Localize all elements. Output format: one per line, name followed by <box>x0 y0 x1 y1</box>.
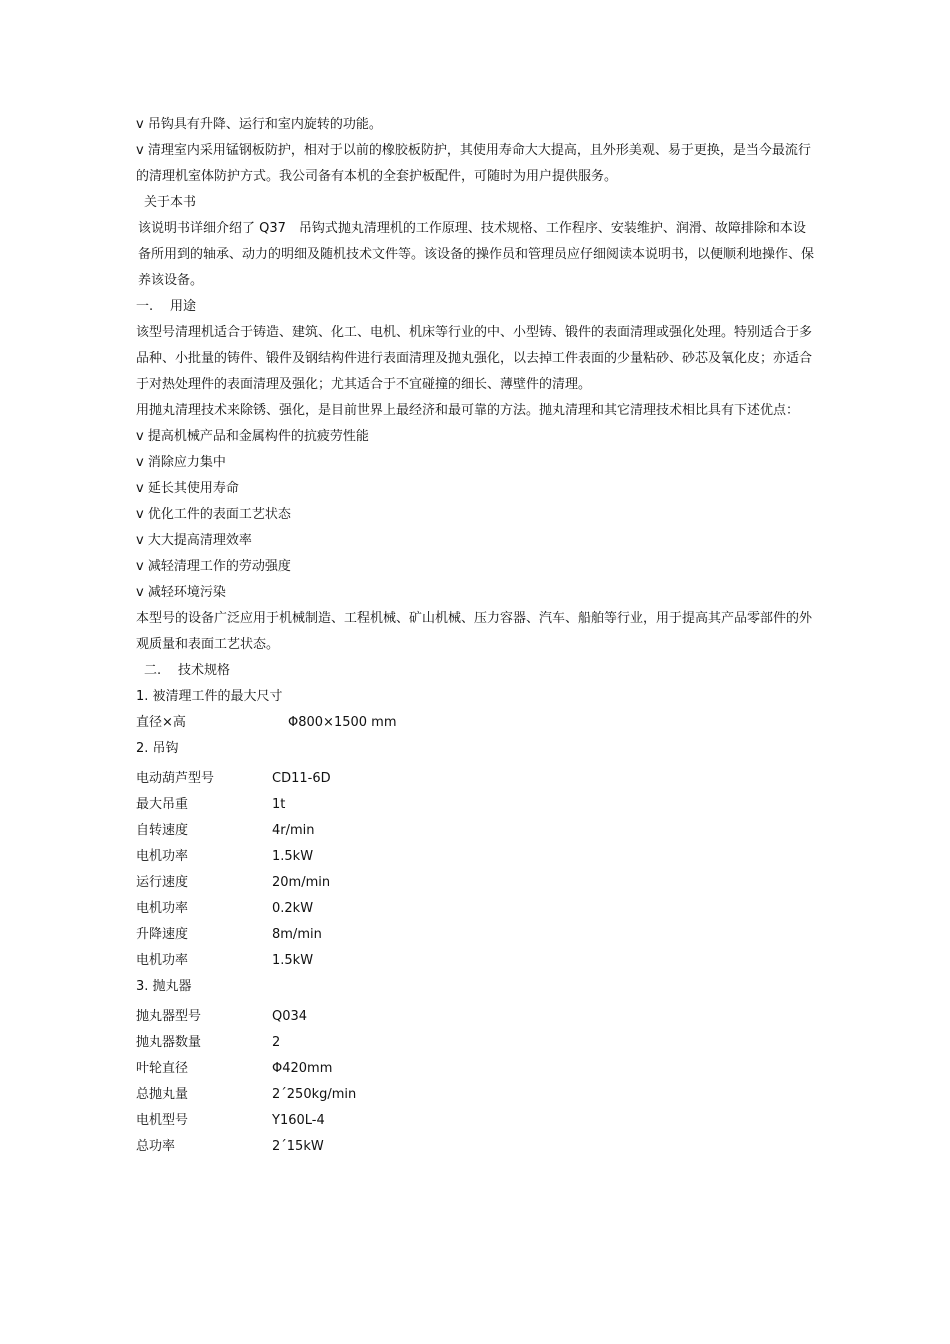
section1-closing: 本型号的设备广泛应用于机械制造、工程机械、矿山机械、压力容器、汽车、船舶等行业，用于提高其产品零部件的外观质量和表面工艺状态。 <box>136 611 813 652</box>
spec-value: Q034 <box>272 1009 308 1024</box>
spec-label: 电机功率 <box>136 901 189 916</box>
spec-row <box>136 1134 816 1160</box>
section2-title: 技术规格 <box>178 663 231 678</box>
advantage-item: v 优化工件的表面工艺状态 <box>136 507 291 522</box>
spec-value: 2´15kW <box>272 1139 324 1154</box>
spec-row <box>136 1056 816 1082</box>
spec-row <box>136 844 816 870</box>
spec-value: Y160L-4 <box>272 1113 325 1128</box>
spec-row <box>136 870 816 896</box>
about-body: 该说明书详细介绍了 Q37 吊钩式抛丸清理机的工作原理、技术规格、工作程序、安装维护、润滑、故障排除和本设备所用到的轴承、动力的明细及随机技术文件等。该设备的操作员和管理员应仔细阅读本说明书，以便顺利地操作、保养该设备。 <box>138 221 815 288</box>
intro-paragraph-2: v 清理室内采用锰钢板防护，相对于以前的橡胶板防护，其使用寿命大大提高，且外形美观、易于更换，是当今最流行的清理机室体防护方式。我公司备有本机的全套护板配件，可随时为用户提供服务。 <box>136 143 811 184</box>
spec-value: 4r/min <box>272 823 315 838</box>
spec-label: 叶轮直径 <box>136 1061 189 1076</box>
spec-label: 总功率 <box>136 1139 176 1154</box>
spec-row <box>136 1004 816 1030</box>
spec-value: 20m/min <box>272 875 331 890</box>
spec-row <box>136 792 816 818</box>
spec-row <box>136 948 816 974</box>
spec-row-max-size <box>136 710 816 736</box>
spec-value: 1.5kW <box>272 953 314 968</box>
spec-value: 1.5kW <box>272 849 314 864</box>
spec-label: 自转速度 <box>136 823 189 838</box>
sub1-title: 1. 被清理工件的最大尺寸 <box>136 689 283 704</box>
about-title: 关于本书 <box>144 195 197 210</box>
spec-row <box>136 1082 816 1108</box>
spec-row <box>136 896 816 922</box>
section2-number: 二. <box>144 663 162 678</box>
document-page <box>136 112 816 1160</box>
spec-value: 8m/min <box>272 927 322 942</box>
advantage-item: v 大大提高清理效率 <box>136 533 252 548</box>
spec-value: CD11-6D <box>272 771 331 786</box>
spec-row <box>136 922 816 948</box>
intro-line-1: v 吊钩具有升降、运行和室内旋转的功能。 <box>136 117 382 132</box>
advantage-item: v 减轻清理工作的劳动强度 <box>136 559 291 574</box>
advantage-item: v 消除应力集中 <box>136 455 226 470</box>
section1-paragraph-1: 该型号清理机适合于铸造、建筑、化工、电机、机床等行业的中、小型铸、锻件的表面清理或强化处理。特别适合于多品种、小批量的铸件、锻件及钢结构件进行表面清理及抛丸强化，以去掉工件表面的少量粘砂、砂芯及氧化皮；亦适合于对热处理件的表面清理及强化；尤其适合于不宜碰撞的细长、薄壁件的清理。 <box>136 325 813 392</box>
sub2-title: 2. 吊钩 <box>136 741 179 756</box>
spec-value: 2 <box>272 1035 281 1050</box>
section2-heading <box>136 658 816 684</box>
spec-value: 0.2kW <box>272 901 314 916</box>
spec-value: Φ420mm <box>272 1061 333 1076</box>
spec-label: 电机功率 <box>136 953 189 968</box>
spec-label: 运行速度 <box>136 875 189 890</box>
spec-label: 直径×高 <box>136 715 186 730</box>
spec-label: 电机功率 <box>136 849 189 864</box>
advantage-item: v 延长其使用寿命 <box>136 481 239 496</box>
spec-label: 电机型号 <box>136 1113 189 1128</box>
sub3-title: 3. 抛丸器 <box>136 979 192 994</box>
spec-value: 1t <box>272 797 286 812</box>
advantage-item: v 提高机械产品和金属构件的抗疲劳性能 <box>136 429 369 444</box>
spec-label: 总抛丸量 <box>136 1087 189 1102</box>
spec-row <box>136 818 816 844</box>
spec-label: 升降速度 <box>136 927 189 942</box>
section1-heading <box>136 294 816 320</box>
spec-label: 抛丸器数量 <box>136 1035 202 1050</box>
section1-title: 用途 <box>170 299 197 314</box>
spec-row <box>136 1108 816 1134</box>
section1-paragraph-2: 用抛丸清理技术来除锈、强化，是目前世界上最经济和最可靠的方法。抛丸清理和其它清理技术相比具有下述优点： <box>136 403 800 418</box>
spec-row <box>136 1030 816 1056</box>
spec-label: 抛丸器型号 <box>136 1009 202 1024</box>
section1-number: 一. <box>136 299 154 314</box>
advantage-item: v 减轻环境污染 <box>136 585 226 600</box>
spec-value: 2´250kg/min <box>272 1087 357 1102</box>
spec-value: Φ800×1500 mm <box>288 715 397 730</box>
spec-label: 最大吊重 <box>136 797 189 812</box>
spec-row <box>136 766 816 792</box>
spec-label: 电动葫芦型号 <box>136 771 215 786</box>
